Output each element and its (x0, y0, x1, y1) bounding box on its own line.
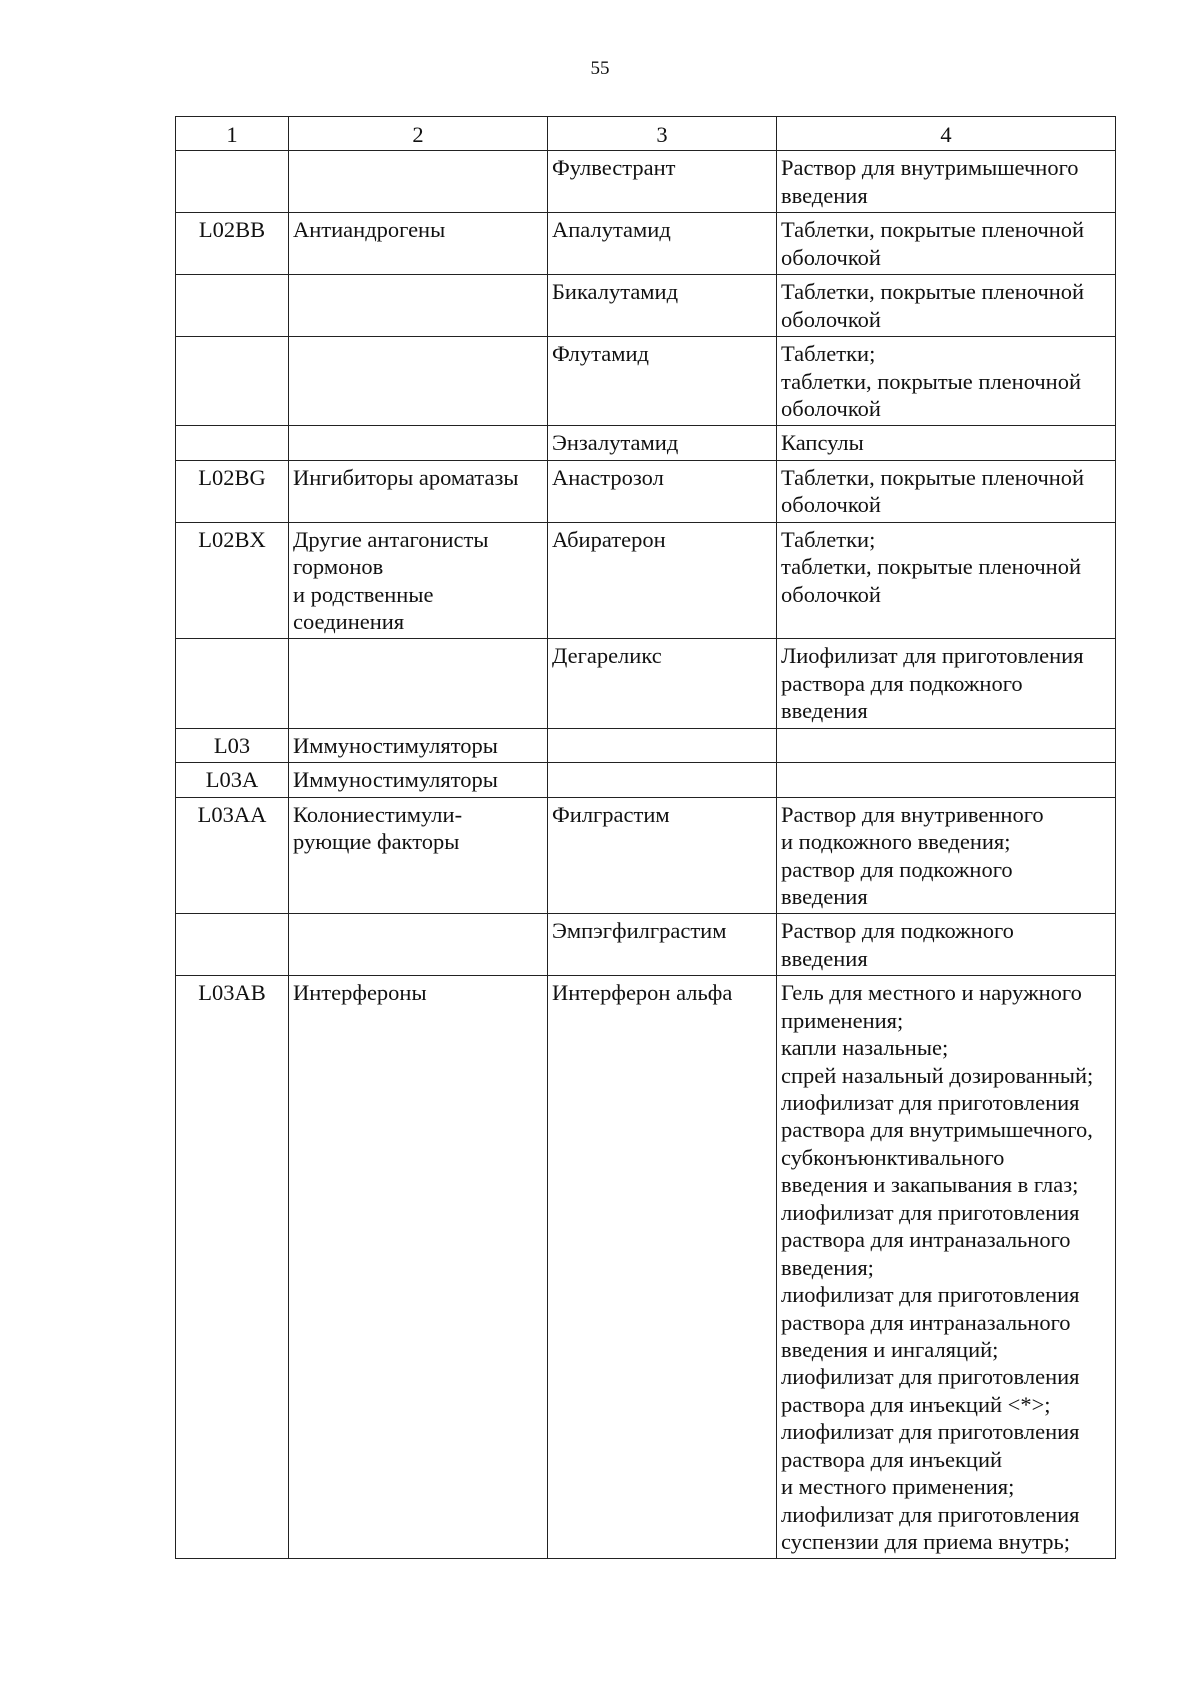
atc-code-cell: L03AA (176, 797, 289, 914)
table-row (176, 976, 1116, 1559)
atc-code-cell (176, 426, 289, 460)
dosage-form-cell (777, 728, 1116, 762)
drug-name-cell: Бикалутамид (548, 275, 777, 337)
group-cell: Другие антагонисты гормонов и родственные соединения (289, 522, 548, 639)
atc-code-cell (176, 275, 289, 337)
atc-code-cell (176, 151, 289, 213)
dosage-form-cell: Таблетки; таблетки, покрытые пленочной оболочкой (777, 522, 1116, 639)
group-cell (289, 426, 548, 460)
table-row (176, 522, 1116, 639)
atc-code-cell: L02BB (176, 213, 289, 275)
atc-code-cell: L02BG (176, 460, 289, 522)
table-header-row (176, 117, 1116, 151)
dosage-form-cell: Капсулы (777, 426, 1116, 460)
drug-name-cell: Абиратерон (548, 522, 777, 639)
dosage-form-cell: Лиофилизат для приготовления раствора для подкожного введения (777, 639, 1116, 728)
drug-name-cell: Фулвестрант (548, 151, 777, 213)
drug-name-cell: Филграстим (548, 797, 777, 914)
table-row (176, 797, 1116, 914)
dosage-form-cell: Раствор для внутривенного и подкожного введения; раствор для подкожного введения (777, 797, 1116, 914)
drug-name-cell: Анастрозол (548, 460, 777, 522)
dosage-form-cell (777, 763, 1116, 797)
drug-name-cell: Флутамид (548, 337, 777, 426)
atc-code-cell: L03 (176, 728, 289, 762)
dosage-form-cell: Раствор для внутримышечного введения (777, 151, 1116, 213)
group-cell: Ингибиторы ароматазы (289, 460, 548, 522)
drug-name-cell: Апалутамид (548, 213, 777, 275)
table-row (176, 639, 1116, 728)
column-header: 4 (777, 117, 1116, 151)
dosage-form-cell: Таблетки, покрытые пленочной оболочкой (777, 275, 1116, 337)
table-row (176, 213, 1116, 275)
column-header: 1 (176, 117, 289, 151)
table-row (176, 275, 1116, 337)
column-header: 2 (289, 117, 548, 151)
atc-code-cell: L02BX (176, 522, 289, 639)
group-cell: Антиандрогены (289, 213, 548, 275)
table-row (176, 151, 1116, 213)
table-row (176, 426, 1116, 460)
group-cell (289, 151, 548, 213)
atc-code-cell: L03AB (176, 976, 289, 1559)
table-row (176, 763, 1116, 797)
table-row (176, 728, 1116, 762)
atc-code-cell (176, 337, 289, 426)
drug-name-cell: Интерферон альфа (548, 976, 777, 1559)
group-cell (289, 639, 548, 728)
atc-code-cell: L03A (176, 763, 289, 797)
dosage-form-cell: Таблетки; таблетки, покрытые пленочной оболочкой (777, 337, 1116, 426)
group-cell: Иммуностимуляторы (289, 728, 548, 762)
table-row (176, 460, 1116, 522)
group-cell: Интерфероны (289, 976, 548, 1559)
page-number: 55 (590, 58, 610, 79)
drug-name-cell (548, 728, 777, 762)
group-cell (289, 275, 548, 337)
drug-table (175, 116, 1116, 1559)
dosage-form-cell: Таблетки, покрытые пленочной оболочкой (777, 460, 1116, 522)
column-header: 3 (548, 117, 777, 151)
table-row (176, 914, 1116, 976)
group-cell: Колониестимули- рующие факторы (289, 797, 548, 914)
group-cell (289, 337, 548, 426)
dosage-form-cell: Гель для местного и наружного применения; капли назальные; спрей назальный дозированный; лиофилизат для приготовления раствора для внутримышечного, субконъюнктивального введения и закапывания в глаз; лиофилизат для приготовления раствора для интраназального введения; лиофилизат для приготовления раствора для интраназального введения и ингаляций; лиофилизат для приготовления раствора для инъекций <*>; лиофилизат для приготовления раствора для инъекций и местного применения; лиофилизат для приготовления суспензии для приема внутрь; (777, 976, 1116, 1559)
drug-name-cell: Энзалутамид (548, 426, 777, 460)
drug-name-cell (548, 763, 777, 797)
group-cell: Иммуностимуляторы (289, 763, 548, 797)
dosage-form-cell: Таблетки, покрытые пленочной оболочкой (777, 213, 1116, 275)
drug-name-cell: Дегареликс (548, 639, 777, 728)
atc-code-cell (176, 639, 289, 728)
table-row (176, 337, 1116, 426)
group-cell (289, 914, 548, 976)
dosage-form-cell: Раствор для подкожного введения (777, 914, 1116, 976)
drug-name-cell: Эмпэгфилграстим (548, 914, 777, 976)
atc-code-cell (176, 914, 289, 976)
